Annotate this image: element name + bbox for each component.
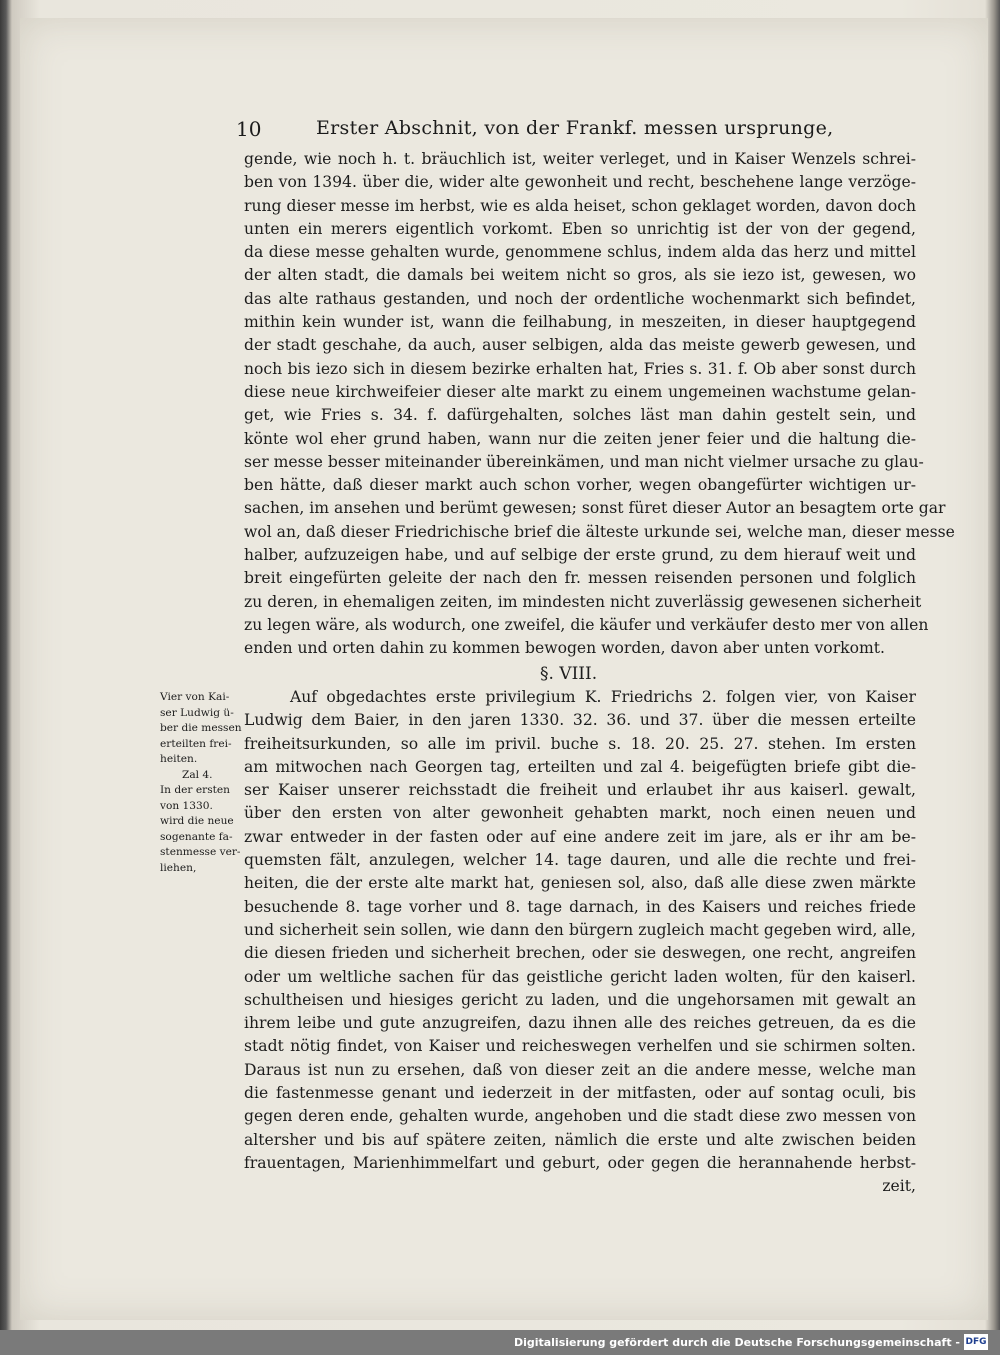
text-line: frauentagen, Marienhimmelfart und geburt, oder gegen die herannahende herbst- [244,1153,916,1172]
text-line: da diese messe gehalten wurde, genommene schlus, indem alda das herz und mittel [244,243,916,262]
funding-footer: Digitalisierung gefördert durch die Deutsche Forschungsgemeinschaft - [513,1336,960,1349]
text-line: noch bis iezo sich in diesem bezirke erhalten hat, Fries s. 31. f. Ob aber sonst durch [244,359,916,378]
text-line: unten ein merers eigentlich vorkomt. Eben so unrichtig ist der von der gegend, [244,219,916,238]
text-line: enden und orten dahin zu kommen bewogen worden, davon aber unten vorkomt. [244,639,885,658]
running-head: Erster Abschnit, von der Frankf. messen ursprunge, [316,117,834,139]
page-number: 10 [236,117,262,141]
text-line: die fastenmesse genant und iederzeit in der mitfasten, oder auf sontag oculi, bis [244,1084,916,1103]
text-line: get, wie Fries s. 34. f. dafürgehalten, solches läst man dahin gestelt sein, und [244,406,916,425]
text-line: Auf obgedachtes erste privilegium K. Friedrichs 2. folgen vier, von Kaiser [290,688,916,706]
text-line: stadt nötig findet, von Kaiser und reicheswegen verhelfen und sie schirmen solten. [244,1037,916,1056]
text-line: ser messe besser miteinander übereinkämen, und man nicht vielmer ursache zu glau- [244,452,924,471]
margin-note-line: heiten. [160,753,198,765]
margin-note-line: liehen, [160,861,197,874]
text-line: schultheisen und hiesiges gericht zu laden, und die ungehorsamen mit gewalt an [244,990,916,1009]
text-line: sachen, im ansehen und berümt gewesen; sonst füret dieser Autor an besagtem orte gar [244,499,946,518]
text-line: wol an, daß dieser Friedrichische brief die älteste urkunde sei, welche man, dieser messe [244,522,955,541]
text-block-2 [244,686,916,1199]
text-block-1 [244,148,955,661]
text-line: über den ersten von alter gewonheit gehabten markt, noch einen neuen und [244,804,916,823]
dfg-logo: DFG [964,1334,988,1350]
text-line: Daraus ist nun zu ersehen, daß von dieser zeit an die andere messe, welche man [244,1060,916,1079]
text-line: besuchende 8. tage vorher und 8. tage darnach, in des Kaisers und reiches friede [244,897,916,916]
margin-note-line: sogenante fa- [160,830,233,843]
text-line: halber, aufzuzeigen habe, und auf selbige der erste grund, zu dem hierauf weit und [244,546,916,565]
text-line: altersher und bis auf spätere zeiten, nämlich die erste und alte zwischen beiden [244,1130,916,1149]
text-line: am mitwochen nach Georgen tag, erteilten und zal 4. beigefügten briefe gibt die- [244,757,916,776]
margin-note [160,690,246,876]
text-line: breit eingefürten geleite der nach den fr. messen reisenden personen und folglich [244,569,916,588]
text-line: freiheitsurkunden, so alle im privil. buche s. 18. 20. 25. 27. stehen. Im ersten [244,734,916,753]
text-line: Ludwig dem Baier, in den jaren 1330. 32. 36. und 37. über die messen erteilte [244,711,916,730]
text-line: das alte rathaus gestanden, und noch der ordentliche wochenmarkt sich befindet, [244,289,916,308]
margin-note-line: wird die neue [160,815,234,827]
margin-note-line: ser Ludwig ü- [160,706,234,719]
text-line: zu legen wäre, als wodurch, one zweifel, die käufer und verkäufer desto mer von allen [244,615,929,634]
margin-note-line: In der ersten [160,784,230,796]
text-line: ben hätte, daß dieser markt auch schon vorher, wegen obangefürter wichtigen ur- [244,476,916,495]
text-line: heiten, die der erste alte markt hat, geniesen sol, also, daß alle diese zwen märkte [244,874,916,893]
margin-note-line: ber die messen [160,722,242,734]
catchword: zeit, [882,1177,916,1196]
margin-note-line: erteilten frei- [160,737,232,750]
section-heading: §. VIII. [540,664,598,684]
text-line: der stadt geschahe, da auch, auser selbigen, alda das meiste gewerb gewesen, und [244,336,916,355]
text-line: ben von 1394. über die, wider alte gewonheit und recht, beschehene lange verzöge- [244,173,916,192]
text-line: rung dieser messe im herbst, wie es alda heiset, schon geklaget worden, davon doch [244,196,916,215]
margin-note-line: Zal 4. [182,768,213,781]
text-line: zu deren, in ehemaligen zeiten, im mindesten nicht zuverlässig gewesenen sicherheit [244,592,922,611]
margin-note-line: von 1330. [160,799,213,812]
text-line: der alten stadt, die damals bei weitem nicht so gros, als sie iezo ist, gewesen, wo [244,266,916,285]
page-header [236,117,908,147]
text-line: quemsten fält, anzulegen, welcher 14. tage dauren, und alle die rechte und frei- [244,851,916,870]
text-line: gende, wie noch h. t. bräuchlich ist, weiter verleget, und in Kaiser Wenzels schrei- [244,150,916,168]
margin-note-line: Vier von Kai- [160,691,230,703]
text-line: oder um weltliche sachen für das geistliche gericht laden wolten, für den kaiserl. [244,967,916,986]
text-line: diese neue kirchweifeier dieser alte markt zu einem ungemeinen wachstume gelan- [244,382,916,401]
text-line: die diesen frieden und sicherheit brechen, oder sie deswegen, one recht, angreifen [244,944,916,963]
text-line: und sicherheit sein sollen, wie dann den bürgern zugleich macht gegeben wird, alle, [244,920,916,939]
text-line: ser Kaiser unserer reichsstadt die freiheit und erlaubet ihr aus kaiserl. gewalt, [244,781,916,800]
margin-note-line: stenmesse ver- [160,846,241,858]
text-line: zwar entweder in der fasten oder auf eine andere zeit im jare, als er ihr am be- [244,827,916,846]
text-line: ihrem leibe und gute anzugreifen, dazu ihnen alle des reiches getreuen, da es die [244,1014,916,1033]
text-line: mithin kein wunder ist, wann die feilhabung, in meszeiten, in dieser hauptgegend [244,313,916,332]
text-line: gegen deren ende, gehalten wurde, angehoben und die stadt diese zwo messen von [244,1107,916,1126]
text-line: könte wol eher grund haben, wann nur die zeiten jener feier und die haltung die- [244,429,916,448]
